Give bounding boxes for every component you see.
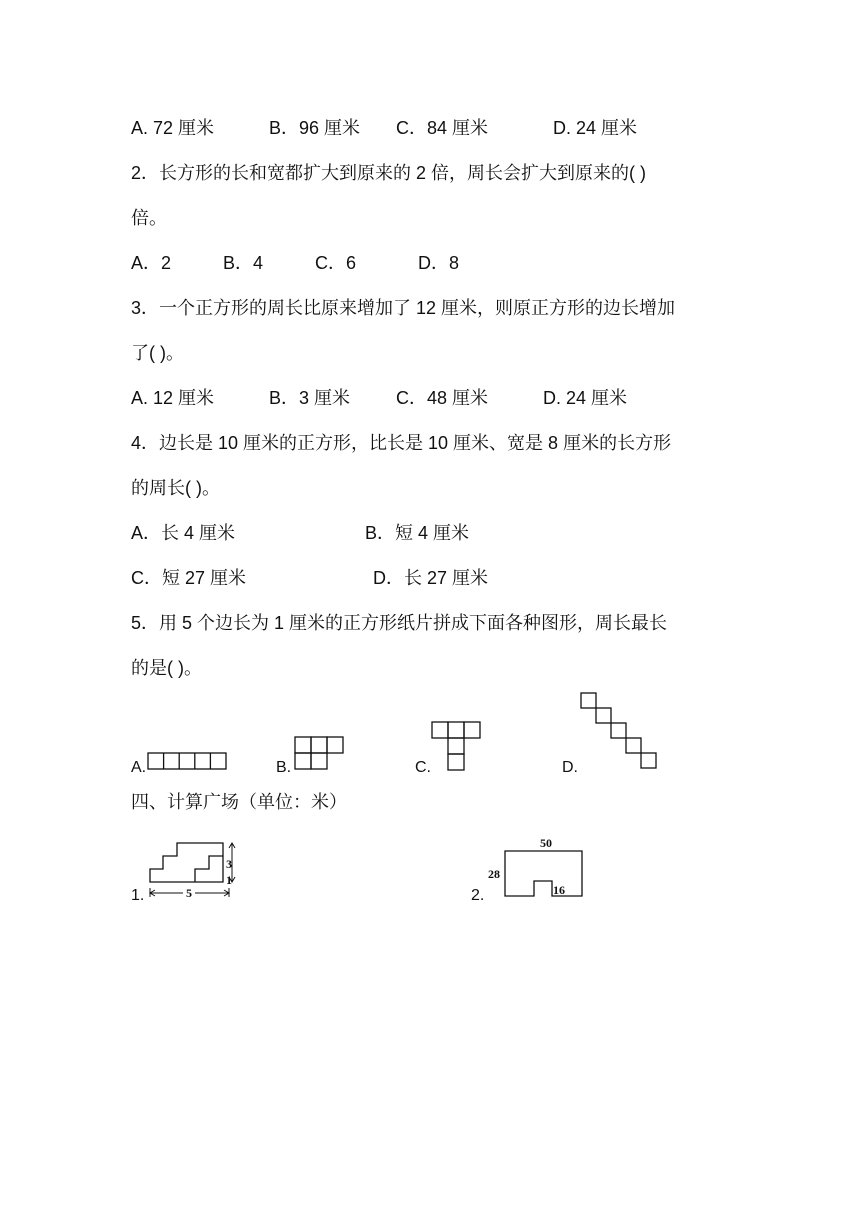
q5-figure-a-outline xyxy=(148,753,226,769)
q1-option-b: B．96 厘米 xyxy=(269,118,361,138)
q5-option-d-label: D. xyxy=(562,759,578,776)
problem1-inner-steps xyxy=(195,856,223,882)
q5-figure-d-square xyxy=(611,723,626,738)
q3-text-line2: 了( )。 xyxy=(131,343,184,363)
q5-figure-c-square xyxy=(464,722,480,738)
q2-option-d: D．8 xyxy=(418,253,460,273)
q5-figure-c xyxy=(431,721,483,773)
q5-option-b-label: B. xyxy=(276,759,292,776)
q3-option-d: D. 24 厘米 xyxy=(543,388,628,408)
q5-figure-d-square xyxy=(626,738,641,753)
q5-figure-c-square xyxy=(432,722,448,738)
q2-option-c: C．6 xyxy=(315,253,357,273)
problem2-figure xyxy=(486,834,590,900)
q1-option-a: A. 72 厘米 xyxy=(131,118,215,138)
q4-option-b: B．短 4 厘米 xyxy=(365,523,470,543)
q5-figure-c-square xyxy=(448,754,464,770)
q4-option-d: D．长 27 厘米 xyxy=(373,568,489,588)
q5-option-a-label: A. xyxy=(131,759,147,776)
problem2-label: 2. xyxy=(471,887,485,904)
q5-figure-b-square xyxy=(311,753,327,769)
q5-figure-b-square xyxy=(327,737,343,753)
q3-option-c: C．48 厘米 xyxy=(396,388,489,408)
q5-figure-d-square xyxy=(641,753,656,768)
problem1-small-label: 1 xyxy=(226,873,232,887)
q1-option-d: D. 24 厘米 xyxy=(553,118,638,138)
q5-figure-c-square xyxy=(448,738,464,754)
problem1-staircase-outline xyxy=(150,843,223,882)
q5-figure-b-square xyxy=(295,737,311,753)
problem1-height-label: 3 xyxy=(226,857,232,871)
problem2-outline xyxy=(505,851,582,896)
q5-figure-d xyxy=(580,692,660,772)
problem2-notch-label: 16 xyxy=(553,883,565,897)
q2-text-line2: 倍。 xyxy=(131,208,167,228)
q4-text-line1: 4．边长是 10 厘米的正方形，比长是 10 厘米、宽是 8 厘米的长方形 xyxy=(131,433,672,453)
q5-text-line1: 5．用 5 个边长为 1 厘米的正方形纸片拼成下面各种图形，周长最长 xyxy=(131,613,668,633)
q5-option-c-label: C. xyxy=(415,759,431,776)
q5-figure-b-square xyxy=(311,737,327,753)
q2-option-b: B．4 xyxy=(223,253,264,273)
problem2-top-label: 50 xyxy=(540,836,552,850)
q1-option-c: C．84 厘米 xyxy=(396,118,489,138)
q2-option-a: A．2 xyxy=(131,253,172,273)
q5-figure-d-square xyxy=(581,693,596,708)
q5-text-line2: 的是( )。 xyxy=(131,658,202,678)
section-heading: 四、计算广场（单位：米） xyxy=(131,792,347,812)
q4-text-line2: 的周长( )。 xyxy=(131,478,220,498)
q5-figure-d-square xyxy=(596,708,611,723)
problem2-left-label: 28 xyxy=(488,867,500,881)
q3-option-b: B．3 厘米 xyxy=(269,388,351,408)
problem1-width-label: 5 xyxy=(186,886,192,900)
q5-figure-a xyxy=(147,752,229,772)
q3-option-a: A. 12 厘米 xyxy=(131,388,215,408)
problem1-staircase-figure xyxy=(145,838,245,900)
q5-figure-b xyxy=(294,736,346,772)
q5-figure-c-square xyxy=(448,722,464,738)
q3-text-line1: 3．一个正方形的周长比原来增加了 12 厘米，则原正方形的边长增加 xyxy=(131,298,676,318)
q4-option-a: A．长 4 厘米 xyxy=(131,523,236,543)
q2-text-line1: 2．长方形的长和宽都扩大到原来的 2 倍，周长会扩大到原来的( ) xyxy=(131,163,647,183)
q5-figure-b-square xyxy=(295,753,311,769)
problem1-label: 1. xyxy=(131,887,145,904)
q4-option-c: C．短 27 厘米 xyxy=(131,568,247,588)
